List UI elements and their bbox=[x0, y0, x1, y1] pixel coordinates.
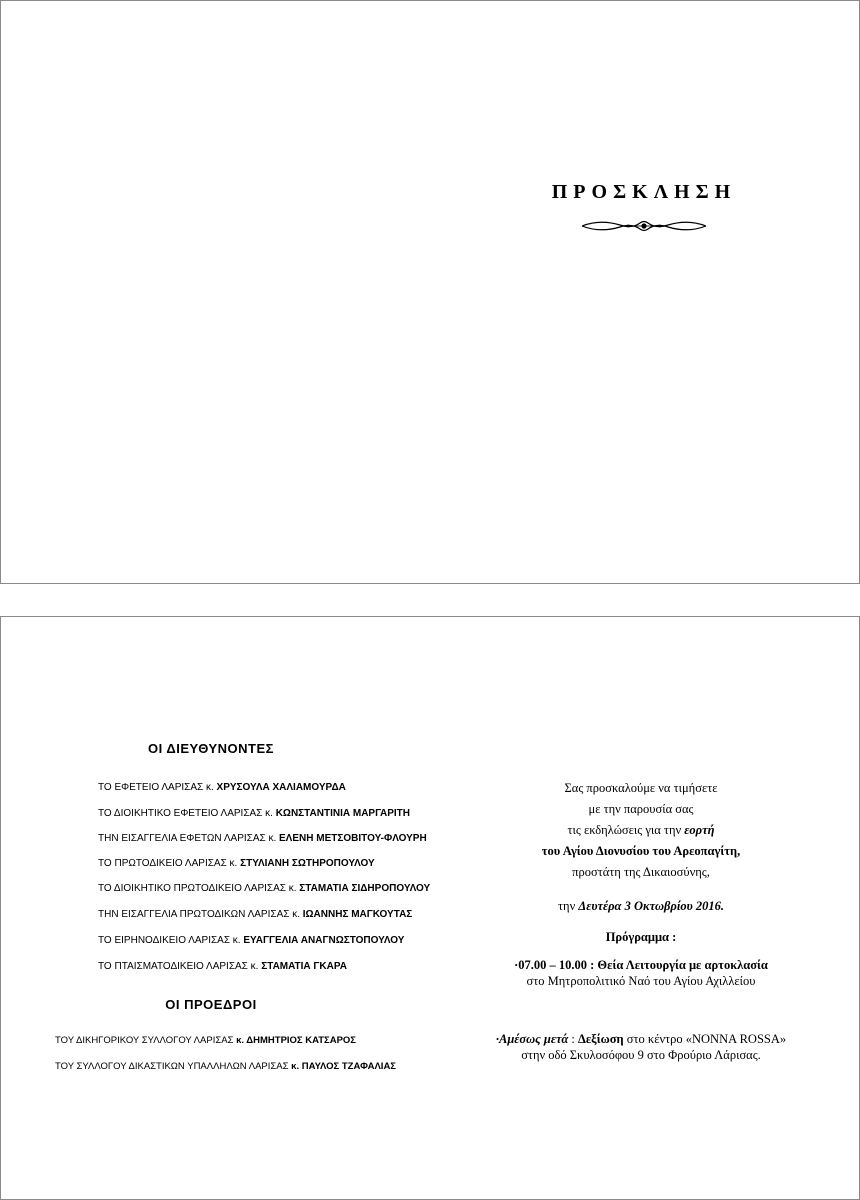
director-name: ΚΩΝΣΤΑΝΤΙΝΙΑ ΜΑΡΓΑΡΙΤΗ bbox=[275, 808, 411, 819]
feast-word: εορτή bbox=[684, 823, 715, 837]
invitation-line: Σας προσκαλούμε να τιμήσετε bbox=[564, 781, 718, 795]
director-row bbox=[98, 782, 346, 793]
director-org: ΤΟ ΔΙΟΙΚΗΤΙΚΟ ΠΡΩΤΟΔΙΚΕΙΟ ΛΑΡΙΣΑΣ κ. bbox=[98, 883, 297, 894]
director-row bbox=[98, 935, 404, 946]
director-org: ΤΟ ΔΙΟΙΚΗΤΙΚΟ ΕΦΕΤΕΙΟ ΛΑΡΙΣΑΣ κ. bbox=[98, 808, 273, 819]
hosts-column bbox=[1, 617, 431, 1199]
director-org: ΤΟ ΕΦΕΤΕΙΟ ΛΑΡΙΣΑΣ κ. bbox=[98, 782, 214, 793]
director-row bbox=[98, 833, 427, 844]
director-name: ΕΥΑΓΓΕΛΙΑ ΑΝΑΓΝΩΣΤΟΠΟΥΛΟΥ bbox=[243, 935, 405, 946]
director-org: ΤΗΝ ΕΙΣΑΓΓΕΛΙΑ ΕΦΕΤΩΝ ΛΑΡΙΣΑΣ κ. bbox=[98, 833, 277, 844]
president-row bbox=[55, 1061, 396, 1072]
presidents-heading: ΟΙ ΠΡΟΕΔΡΟΙ bbox=[165, 997, 257, 1012]
director-org: ΤΟ ΠΤΑΙΣΜΑΤΟΔΙΚΕΙΟ ΛΑΡΙΣΑΣ κ. bbox=[98, 961, 259, 972]
director-name: ΣΤΑΜΑΤΙΑ ΣΙΔΗΡΟΠΟΥΛΟΥ bbox=[299, 883, 431, 894]
president-org: ΤΟΥ ΣΥΛΛΟΓΟΥ ΔΙΚΑΣΤΙΚΩΝ ΥΠΑΛΛΗΛΩΝ ΛΑΡΙΣΑΣ bbox=[55, 1061, 289, 1072]
director-name: ΣΤΑΜΑΤΙΑ ΓΚΑΡΑ bbox=[261, 961, 348, 972]
event-date: Δευτέρα 3 Οκτωβρίου 2016. bbox=[578, 899, 724, 913]
director-row bbox=[98, 808, 410, 819]
program-item-reception: ·Αμέσως μετά : Δεξίωση στο κέντρο «NONNA ROSSA» bbox=[495, 1032, 787, 1046]
invitation-line: προστάτη της Δικαιοσύνης, bbox=[572, 865, 710, 879]
ornament-flourish-icon bbox=[580, 217, 708, 235]
director-name: ΧΡΥΣΟΥΛΑ ΧΑΛΙΑΜΟΥΡΔΑ bbox=[216, 782, 346, 793]
invitation-column bbox=[431, 617, 851, 1199]
director-org: ΤΟ ΠΡΩΤΟΔΙΚΕΙΟ ΛΑΡΙΣΑΣ κ. bbox=[98, 858, 238, 869]
director-row bbox=[98, 961, 347, 972]
invitation-title: ΠΡΟΣΚΛΗΣΗ bbox=[551, 181, 737, 203]
saint-name-line: του Αγίου Διονυσίου του Αρεοπαγίτη, bbox=[541, 844, 741, 858]
president-name: κ. ΠΑΥΛΟΣ ΤΖΑΦΑΛΙΑΣ bbox=[291, 1061, 397, 1072]
program-item-address: στην οδό Σκυλοσόφου 9 στο Φρούριο Λάρισας. bbox=[521, 1048, 761, 1062]
director-row bbox=[98, 909, 412, 920]
president-org: ΤΟΥ ΔΙΚΗΓΟΡΙΚΟΥ ΣΥΛΛΟΓΟΥ ΛΑΡΙΣΑΣ bbox=[55, 1035, 234, 1046]
president-name: κ. ΔΗΜΗΤΡΙΟΣ ΚΑΤΣΑΡΟΣ bbox=[236, 1035, 356, 1046]
director-row bbox=[98, 858, 375, 869]
program-item-location: στο Μητροπολιτικό Ναό του Αγίου Αχιλλείου bbox=[526, 974, 756, 988]
program-heading: Πρόγραμμα : bbox=[605, 930, 677, 944]
inside-panel bbox=[0, 616, 860, 1200]
director-name: ΕΛΕΝΗ ΜΕΤΣΟΒΙΤΟΥ-ΦΛΟΥΡΗ bbox=[279, 833, 427, 844]
director-name: ΙΩΑΝΝΗΣ ΜΑΓΚΟΥΤΑΣ bbox=[302, 909, 413, 920]
invitation-line: τις εκδηλώσεις για την εορτή bbox=[567, 823, 715, 837]
president-row bbox=[55, 1035, 356, 1046]
program-item-liturgy: ·07.00 – 10.00 : Θεία Λειτουργία με αρτοκλασία bbox=[514, 958, 768, 972]
director-org: ΤΟ ΕΙΡΗΝΟΔΙΚΕΙΟ ΛΑΡΙΣΑΣ κ. bbox=[98, 935, 241, 946]
director-org: ΤΗΝ ΕΙΣΑΓΓΕΛΙΑ ΠΡΩΤΟΔΙΚΩΝ ΛΑΡΙΣΑΣ κ. bbox=[98, 909, 300, 920]
front-cover-panel bbox=[0, 0, 860, 584]
directors-heading: ΟΙ ΔΙΕΥΘΥΝΟΝΤΕΣ bbox=[148, 741, 274, 756]
director-row bbox=[98, 883, 430, 894]
invitation-line: με την παρουσία σας bbox=[588, 802, 694, 816]
director-name: ΣΤΥΛΙΑΝΗ ΣΩΤΗΡΟΠΟΥΛΟΥ bbox=[240, 858, 375, 869]
event-date-line: την Δευτέρα 3 Οκτωβρίου 2016. bbox=[558, 899, 724, 913]
